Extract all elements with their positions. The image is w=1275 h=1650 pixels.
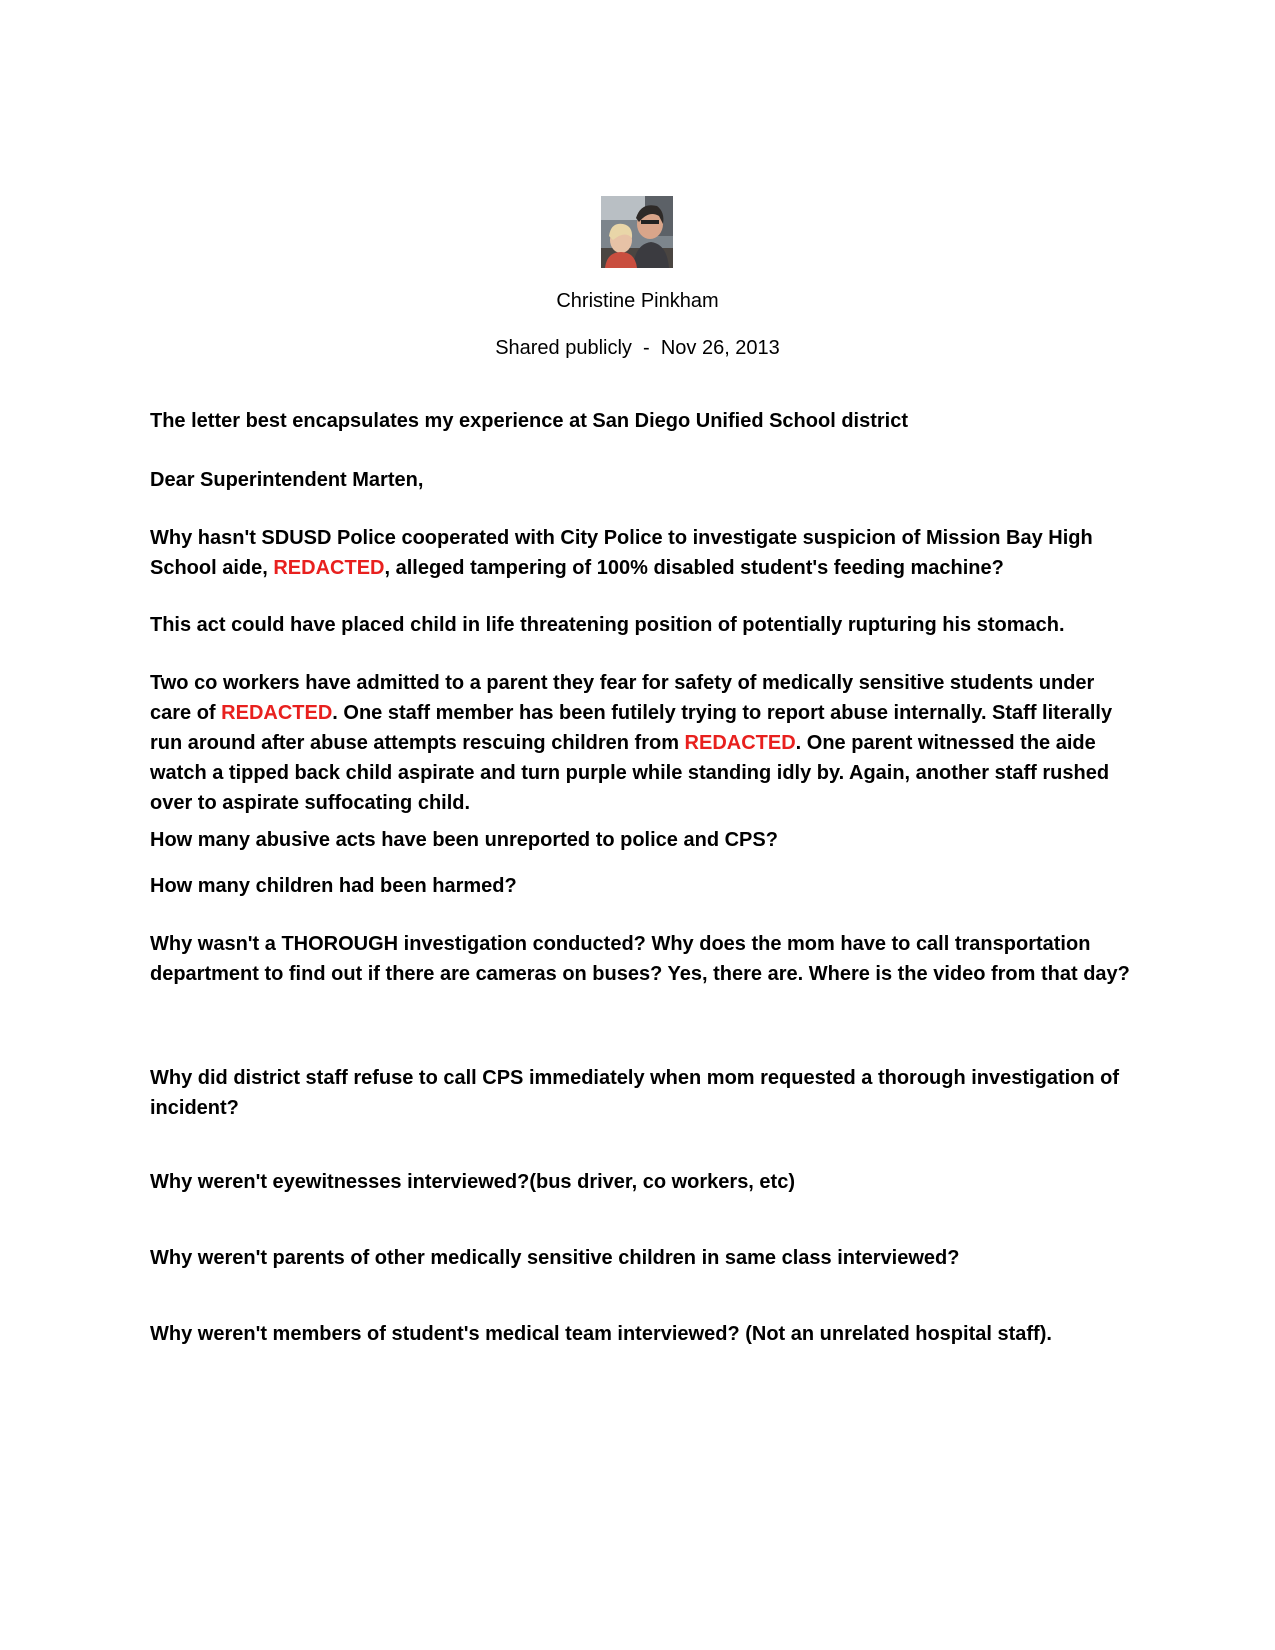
- post-meta: [0, 335, 1275, 361]
- letter-paragraph-3: Two co workers have admitted to a parent they fear for safety of medically sensitive students under care of REDACTED. One staff member has been futilely trying to report abuse internally. Staff literally run around after abuse attempts rescuing children from REDACTED. One parent witnessed the aide watch a tipped back child aspirate and turn purple while standing idly by. Again, another staff rushed over to aspirate suffocating child.: [150, 672, 1113, 814]
- letter-salutation: Dear Superintendent Marten,: [150, 469, 424, 491]
- letter-question-5: Why weren't eyewitnesses interviewed?(bus driver, co workers, etc): [150, 1171, 795, 1193]
- letter-question-6: Why weren't parents of other medically sensitive children in same class interviewed?: [150, 1247, 960, 1269]
- letter-question-4: Why did district staff refuse to call CPS immediately when mom requested a thorough investigation of incident?: [150, 1067, 1120, 1119]
- author-avatar: [601, 196, 673, 268]
- redacted-label: REDACTED: [684, 732, 796, 754]
- redacted-label: REDACTED: [221, 702, 333, 724]
- letter-paragraph-1: Why hasn't SDUSD Police cooperated with City Police to investigate suspicion of Mission Bay High School aide, REDACTED, alleged tampering of 100% disabled student's feeding machine?: [150, 527, 1093, 579]
- letter-question-1: How many abusive acts have been unreported to police and CPS?: [150, 829, 778, 851]
- letter-question-2: How many children had been harmed?: [150, 875, 517, 897]
- letter-question-7: Why weren't members of student's medical team interviewed? (Not an unrelated hospital staff).: [150, 1323, 1052, 1345]
- visibility-label: Shared publicly: [495, 337, 632, 359]
- redacted-label: REDACTED: [273, 557, 385, 579]
- author-name: Christine Pinkham: [556, 290, 719, 312]
- letter-question-3: Why wasn't a THOROUGH investigation conducted? Why does the mom have to call transportation department to find out if there are cameras on buses? Yes, there are. Where is the video from that day?: [150, 933, 1130, 985]
- avatar-photo-icon: [601, 196, 673, 268]
- letter-paragraph-2: This act could have placed child in life threatening position of potentially rupturing his stomach.: [150, 614, 1065, 636]
- post-date: Nov 26, 2013: [660, 337, 780, 359]
- meta-separator: -: [631, 337, 661, 359]
- letter-intro: The letter best encapsulates my experience at San Diego Unified School district: [150, 410, 908, 432]
